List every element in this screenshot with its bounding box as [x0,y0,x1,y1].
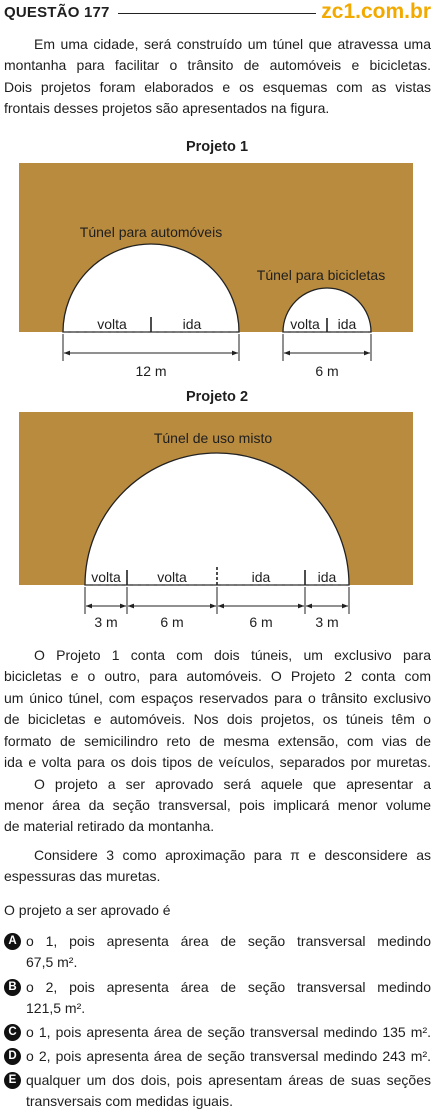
car-tunnel-label: Túnel para automóveis [79,224,223,240]
body-line: de material retirado da montanha. [4,818,215,835]
mixed-width-label: 3 m [94,614,118,630]
mixed-lane-car-ida: ida [251,569,271,585]
option-line: o 2, pois apresenta área de seção transversal medindo [26,979,431,995]
project1-title: Projeto 1 [185,139,249,155]
project2-title: Projeto 2 [185,389,249,405]
body-line: de bicicletas e automóveis. Nos dois projetos, os túneis têm o [4,711,431,728]
option-text [26,931,431,974]
car-width-label: 12 m [135,363,167,379]
option-c [4,1022,431,1044]
intro-paragraph [4,34,431,120]
option-text [26,1070,431,1113]
body-line: um único túnel, com espaços reservados para o trânsito exclusivo [4,689,431,706]
bike-lane-volta: volta [290,316,320,332]
option-b [4,977,431,1020]
question-number: QUESTÃO 177 [4,4,110,21]
question-prompt [4,900,431,921]
body-paragraph-2 [4,774,431,838]
question-header [4,0,431,28]
body-line: ida e volta para os dois tipos de veículos, separados por muretas. [4,753,431,770]
option-line: 121,5 m². [26,1000,86,1017]
intro-line: frontais desses projetos são apresentados na figura. [4,100,330,117]
option-letter-marker: D [4,1048,21,1065]
option-e [4,1070,431,1113]
body-paragraph-3 [4,845,431,888]
option-text [26,977,431,1020]
body-line: bicicletas e o outro, para automóveis. O Projeto 2 conta com [4,668,431,685]
option-letter-marker: C [4,1024,21,1041]
tunnel-projects-figure [0,130,435,640]
body-line: espessuras das muretas. [4,868,161,885]
site-watermark: zc1.com.br [321,0,431,23]
body-line: menor área da seção transversal, pois implicará menor volume [4,796,431,813]
option-line: o 1, pois apresenta área de seção transversal medindo 135 m². [26,1024,431,1040]
header-rule [118,13,316,14]
option-letter-marker: B [4,979,21,996]
intro-line: Em uma cidade, será construído um túnel que atravessa uma [34,36,431,52]
car-lane-ida: ida [182,316,202,332]
body-line: O Projeto 1 conta com dois túneis, um exclusivo para [34,647,431,663]
mixed-width-label: 6 m [249,614,273,630]
mixed-width-label: 6 m [160,614,184,630]
option-line: 67,5 m². [26,954,78,971]
mixed-width-label: 3 m [315,614,339,630]
option-letter-marker: E [4,1072,21,1089]
mixed-lane-bike-ida: ida [317,569,337,585]
mixed-tunnel-label: Túnel de uso misto [153,430,273,446]
body-line: O projeto a ser aprovado será aquele que apresentar a [34,775,431,792]
option-letter-marker: A [4,933,21,950]
body-line: formato de semicilindro reto de mesma extensão, com vias de [4,732,431,749]
intro-line: montanha para facilitar o trânsito de automóveis e bicicletas. [4,57,431,74]
option-d [4,1046,431,1068]
intro-line: Dois projetos foram elaborados e os esquemas com as vistas [4,78,431,95]
option-line: transversais com medidas iguais. [26,1093,233,1110]
option-a [4,931,431,974]
car-lane-volta: volta [97,316,127,332]
bike-width-label: 6 m [315,363,339,379]
body-line: O projeto a ser aprovado é [4,902,171,918]
bike-lane-ida: ida [337,316,357,332]
option-text [26,1046,431,1067]
option-line: o 2, pois apresenta área de seção transversal medindo 243 m². [26,1047,431,1064]
option-text [26,1022,431,1043]
body-line: Considere 3 como aproximação para π e desconsidere as [34,847,431,863]
bike-tunnel-label: Túnel para bicicletas [256,267,386,283]
option-line: qualquer um dos dois, pois apresentam áreas de suas seções [26,1072,431,1088]
mixed-lane-bike-volta: volta [91,569,121,585]
mixed-lane-car-volta: volta [157,569,187,585]
body-paragraph-1 [4,645,431,773]
option-line: o 1, pois apresenta área de seção transversal medindo [26,933,431,949]
